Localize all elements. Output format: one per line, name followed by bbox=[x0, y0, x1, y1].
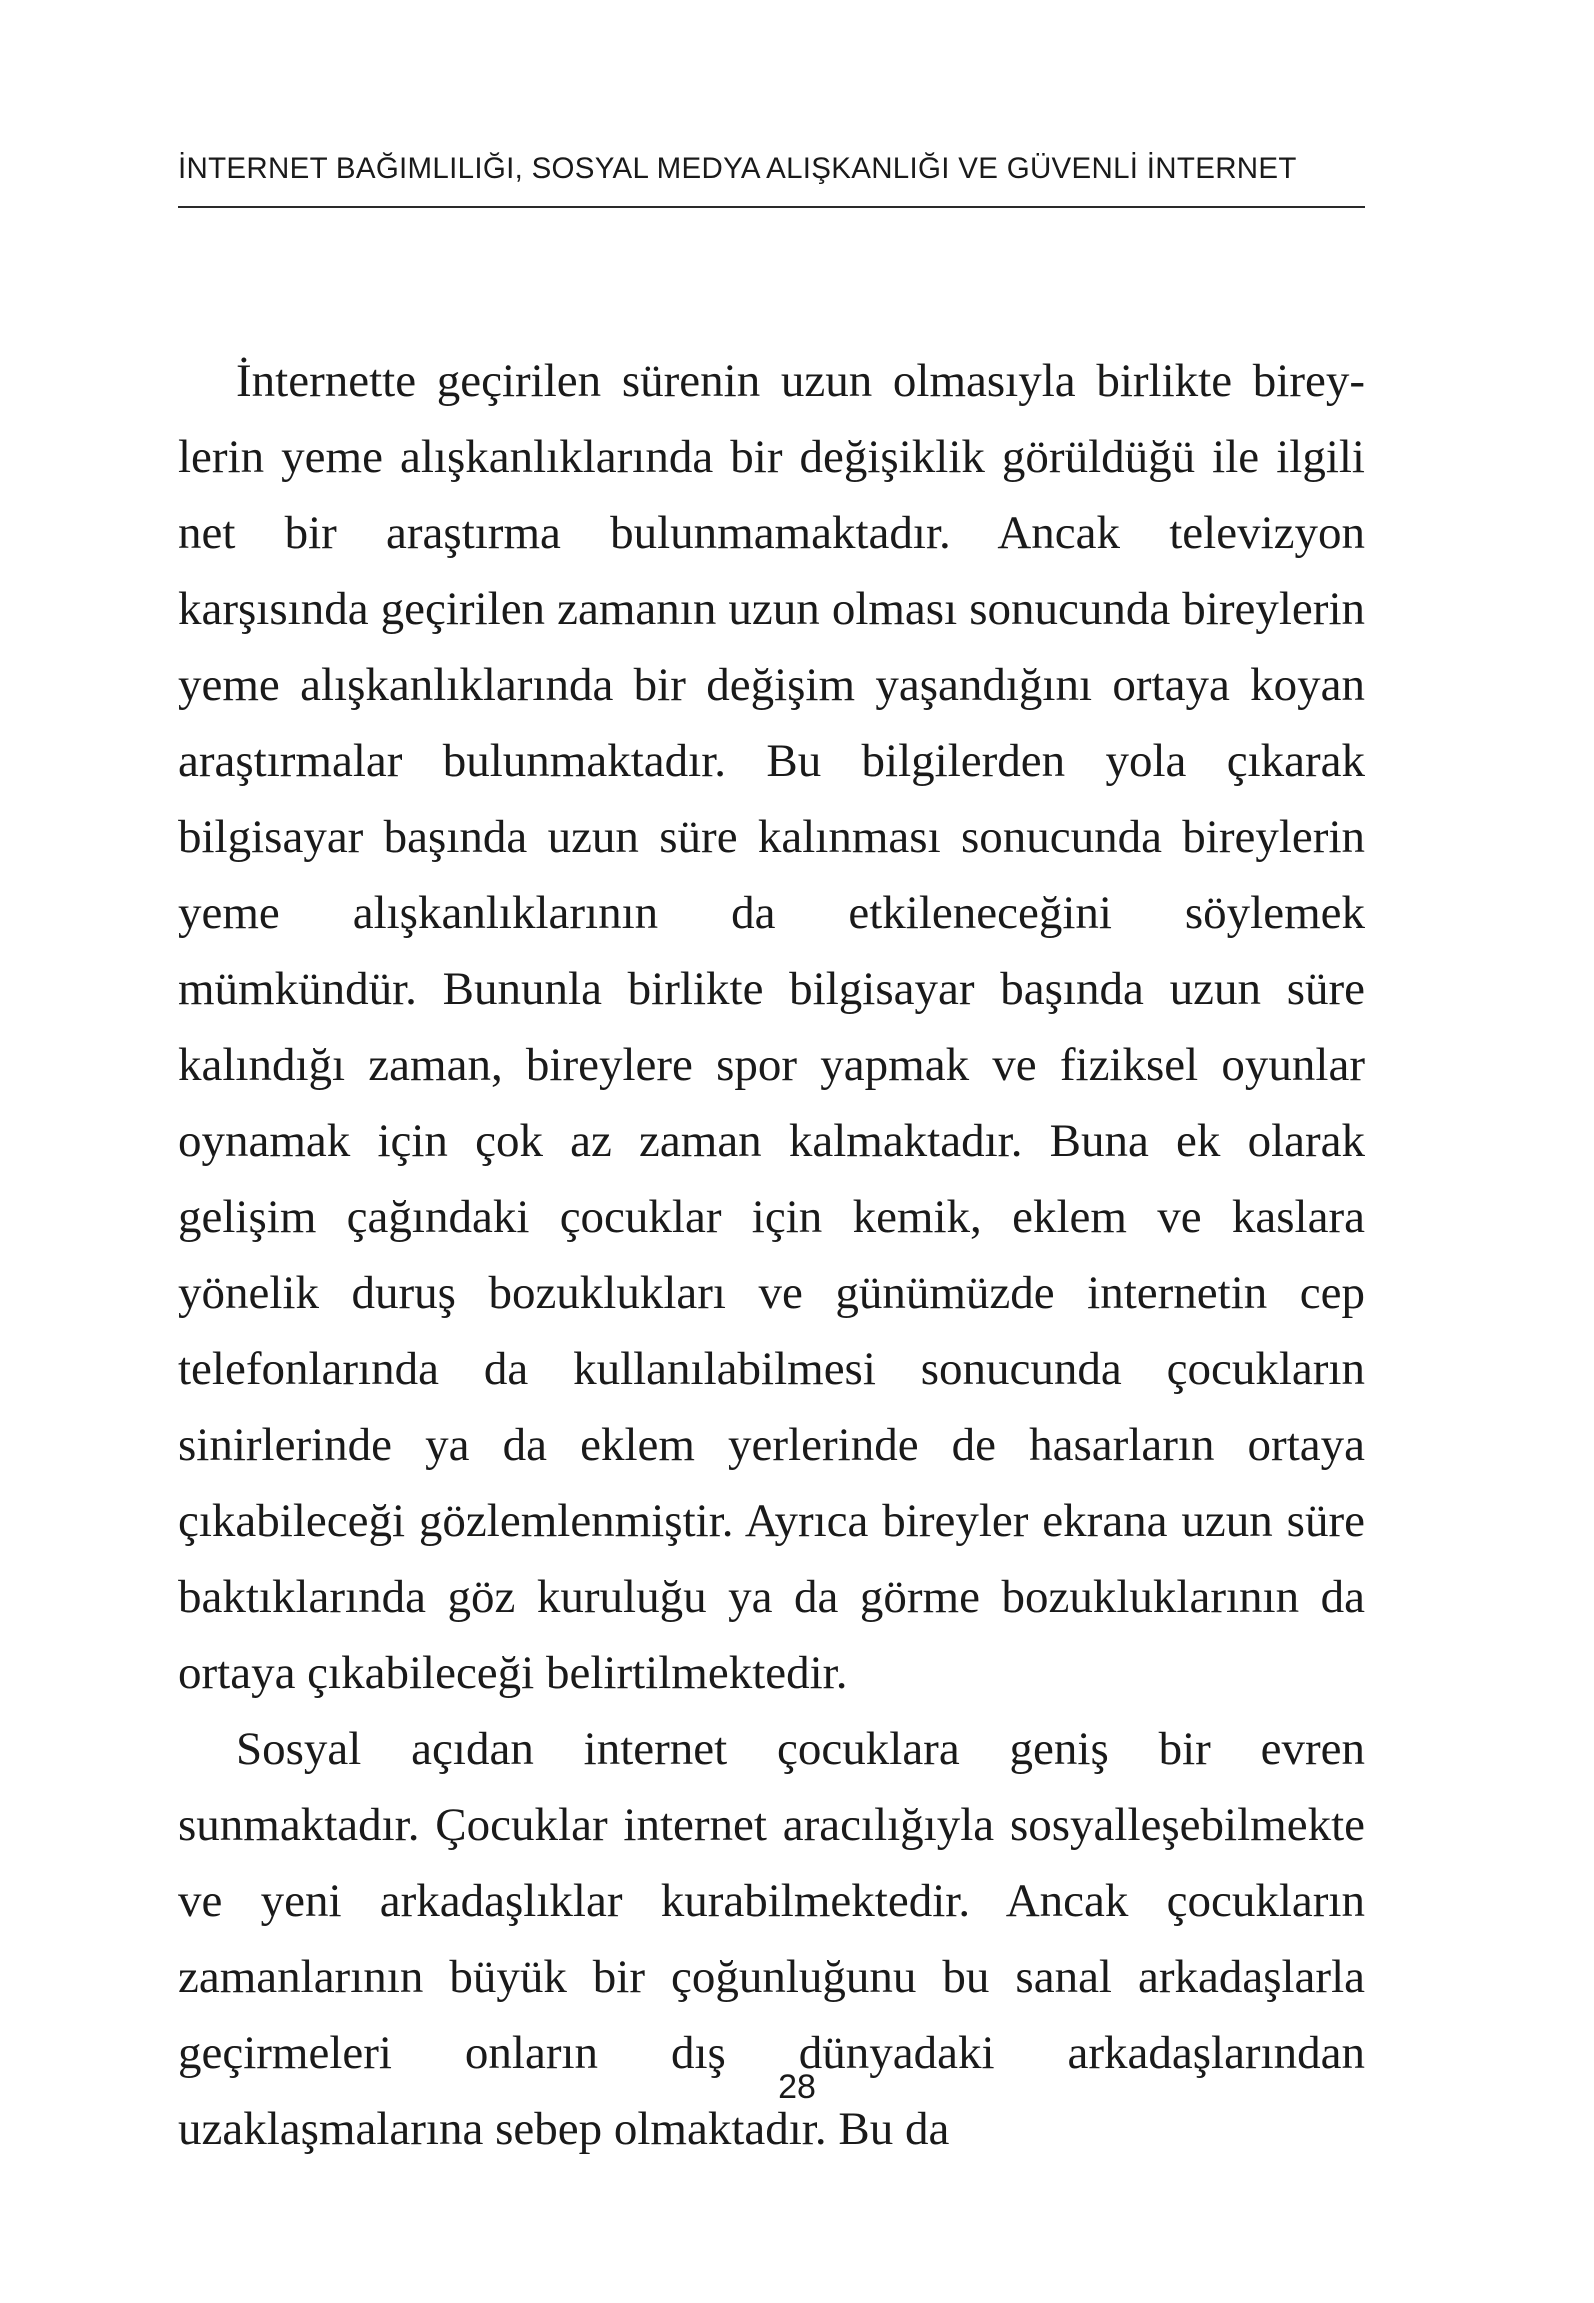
running-header: İNTERNET BAĞIMLILIĞI, SOSYAL MEDYA ALIŞKANLIĞI VE GÜVENLİ İNTERNET bbox=[178, 152, 1297, 185]
page-number: 28 bbox=[778, 2068, 816, 2106]
paragraph: İnternette geçirilen sürenin uzun olmasıyla birlikte bireylerin yeme alışkanlıklarında bir değişiklik görüldüğü ile ilgili net bir araştırma bulunmamaktadır. Ancak televizyon karşısında geçirilen zamanın uzun olması sonucunda bireylerin yeme alışkanlıklarında bir değişim yaşandığını ortaya koyan araştırmalar bulunmaktadır. Bu bilgilerden yola çıkarak bilgisayar başında uzun süre kalınması sonucunda bireylerin yeme alışkanlıklarının da etkileneceğini söylemek mümkündür. Bununla birlikte bilgisayar başında uzun süre kalındığı zaman, bireylere spor yapmak ve fiziksel oyunlar oynamak için çok az zaman kalmaktadır. Buna ek olarak gelişim çağındaki çocuklar için kemik, eklem ve kaslara yönelik duruş bozuklukları ve günümüzde internetin cep telefonlarında da kullanılabilmesi sonucunda çocukların sinirlerinde ya da eklem yerlerinde de hasarların ortaya çıkabileceği gözlemlenmiştir. Ayrıca bireyler ekrana uzun süre baktıklarında göz kuruluğu ya da görme bozukluklarının da ortaya çıkabileceği belirtilmektedir. bbox=[178, 355, 1365, 1699]
header-rule bbox=[178, 206, 1365, 208]
paragraph: Sosyal açıdan internet çocuklara geniş bir evren sunmaktadır. Çocuklar internet aracılığıyla sosyalleşebilmekte ve yeni arkadaşlıklar kurabilmektedir. Ancak çocukların zamanlarının büyük bir çoğunluğunu bu sanal arkadaşlarla geçirmeleri onların dış dünyadaki arkadaşlarından uzaklaşmalarına sebep olmaktadır. Bu da bbox=[178, 1723, 1365, 2155]
body-text bbox=[178, 343, 1365, 2167]
